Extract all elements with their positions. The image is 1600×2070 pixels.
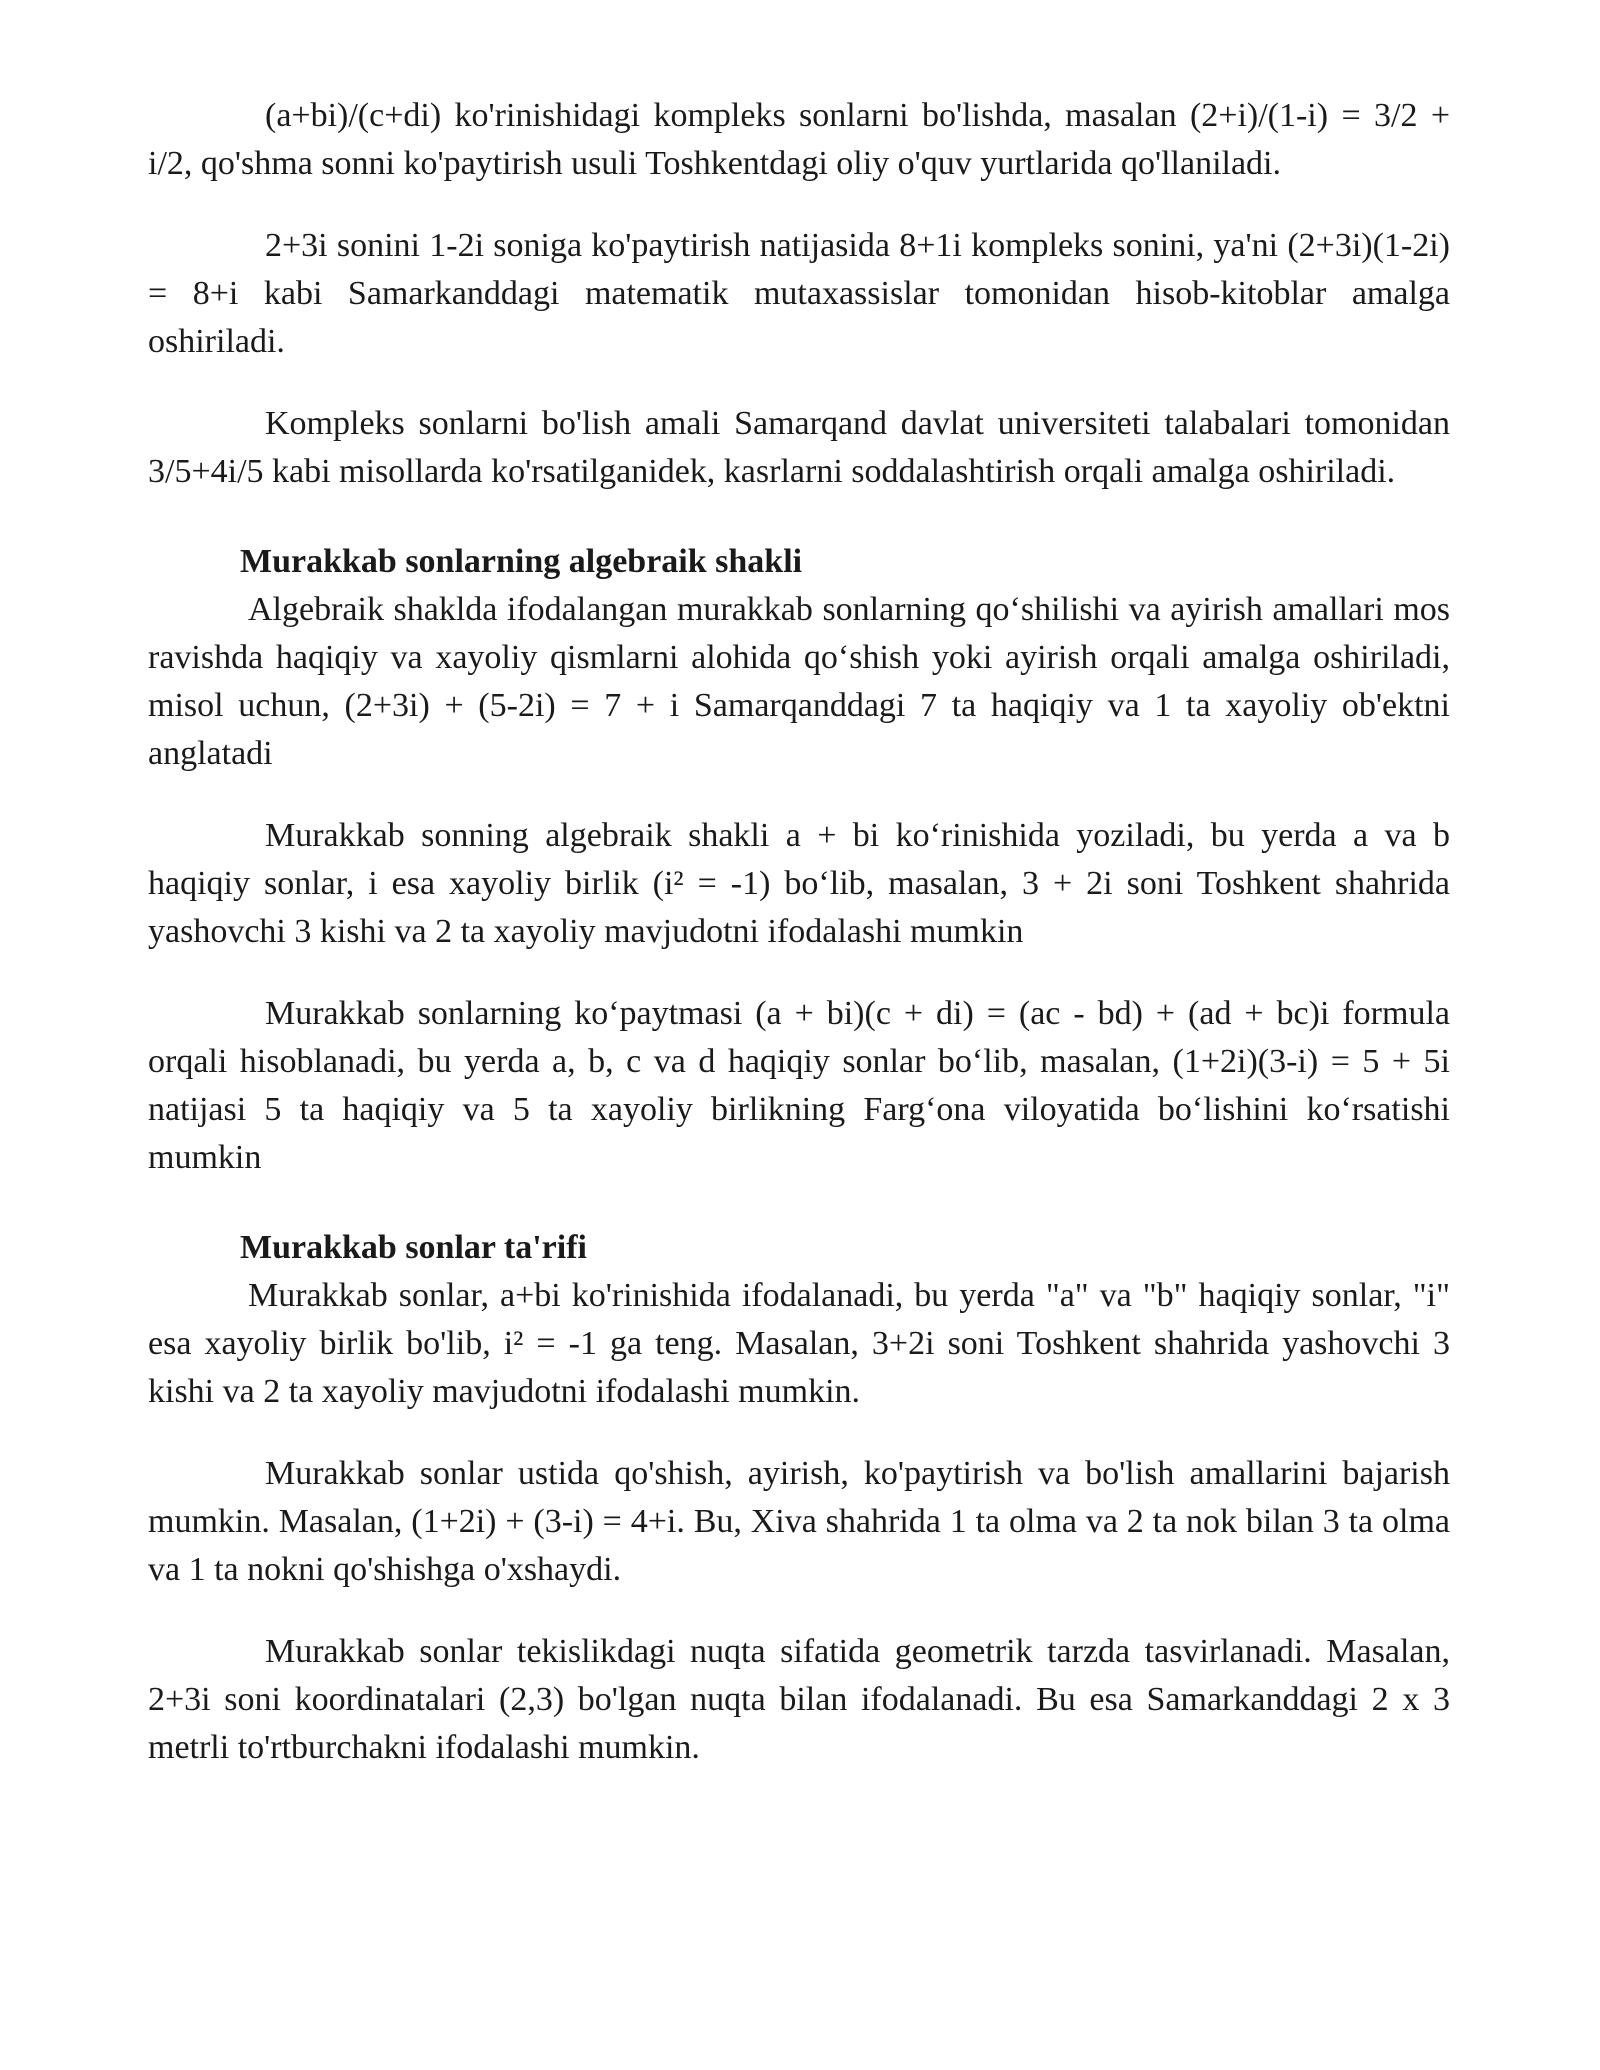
paragraph-algebraic-addition: Algebraik shaklda ifodalangan murakkab sonlarning qo‘shilishi va ayirish amallari mos ravishda haqiqiy va xayoliy qismlarni alohida qo‘shish yoki ayirish orqali amalga oshiriladi, misol uchun, (2+3i) + (5-2i) = 7 + i Samarqanddagi 7 ta haqiqiy va 1 ta xayoliy ob'ektni anglatadi bbox=[148, 591, 1450, 772]
paragraph-complex-division: (a+bi)/(c+di) ko'rinishidagi kompleks sonlarni bo'lishda, masalan (2+i)/(1-i) = 3/2 + i/2, qo'shma sonni ko'paytirish usuli Toshkentdagi oliy o'quv yurtlarida qo'llaniladi. bbox=[148, 97, 1450, 182]
paragraph-operations: Murakkab sonlar ustida qo'shish, ayirish, ko'paytirish va bo'lish amallarini bajarish mumkin. Masalan, (1+2i) + (3-i) = 4+i. Bu, Xiva shahrida 1 ta olma va 2 ta nok bilan 3 ta olma va 1 ta nokni qo'shishga o'xshaydi. bbox=[148, 1455, 1450, 1588]
heading-definition: Murakkab sonlar ta'rifi bbox=[240, 1229, 587, 1266]
paragraph-geometric: Murakkab sonlar tekislikdagi nuqta sifatida geometrik tarzda tasvirlanadi. Masalan, 2+3i soni koordinatalari (2,3) bo'lgan nuqta bilan ifodalanadi. Bu esa Samarkanddagi 2 x 3 metrli to'rtburchakni ifodalashi mumkin. bbox=[148, 1633, 1450, 1766]
heading-algebraic-form: Murakkab sonlarning algebraik shakli bbox=[240, 543, 803, 580]
paragraph-algebraic-product: Murakkab sonlarning ko‘paytmasi (a + bi)(c + di) = (ac - bd) + (ad + bc)i formula orqali hisoblanadi, bu yerda a, b, c va d haqiqiy sonlar bo‘lib, masalan, (1+2i)(3-i) = 5 + 5i natijasi 5 ta haqiqiy va 5 ta xayoliy birlikning Farg‘ona viloyatida bo‘lishini ko‘rsatishi mumkin bbox=[148, 995, 1450, 1176]
paragraph-algebraic-form: Murakkab sonning algebraik shakli a + bi ko‘rinishida yoziladi, bu yerda a va b haqiqiy sonlar, i esa xayoliy birlik (i² = -1) bo‘lib, masalan, 3 + 2i soni Toshkent shahrida yashovchi 3 kishi va 2 ta xayoliy mavjudotni ifodalashi mumkin bbox=[148, 817, 1450, 950]
paragraph-definition: Murakkab sonlar, a+bi ko'rinishida ifodalanadi, bu yerda "a" va "b" haqiqiy sonlar, "i" esa xayoliy birlik bo'lib, i² = -1 ga teng. Masalan, 3+2i soni Toshkent shahrida yashovchi 3 kishi va 2 ta xayoliy mavjudotni ifodalashi mumkin. bbox=[148, 1277, 1450, 1410]
document-page bbox=[148, 92, 1450, 1772]
paragraph-complex-multiplication: 2+3i sonini 1-2i soniga ko'paytirish natijasida 8+1i kompleks sonini, ya'ni (2+3i)(1-2i) = 8+i kabi Samarkanddagi matematik mutaxassislar tomonidan hisob-kitoblar amalga oshiriladi. bbox=[148, 227, 1450, 360]
paragraph-division-fractions: Kompleks sonlarni bo'lish amali Samarqand davlat universiteti talabalari tomonidan 3/5+4i/5 kabi misollarda ko'rsatilganidek, kasrlarni soddalashtirish orqali amalga oshiriladi. bbox=[148, 405, 1450, 490]
